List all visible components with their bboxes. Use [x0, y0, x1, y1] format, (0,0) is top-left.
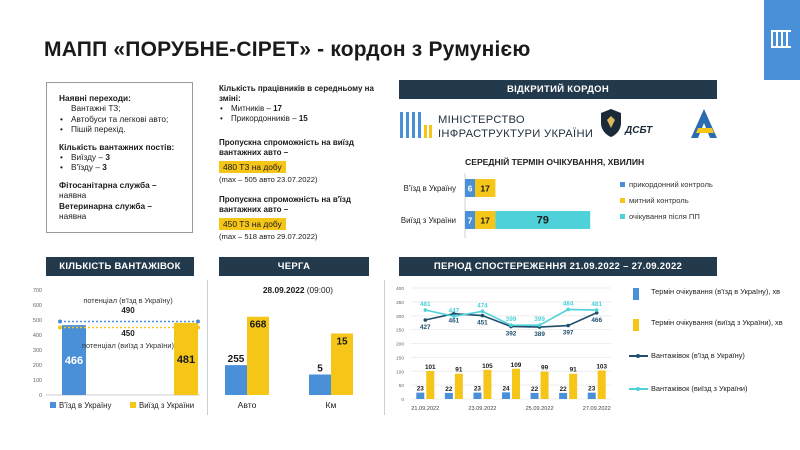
period-xtick-label: 23.09.2022	[468, 406, 497, 412]
period-line-label: 474	[477, 302, 488, 310]
period-xtick-label: 25.09.2022	[525, 406, 554, 412]
exit-capacity-max: (max – 505 авто 23.07.2022)	[219, 175, 318, 184]
staff-border-guards-label: Прикордонників –	[231, 114, 299, 123]
trucks-banner: КІЛЬКІСТЬ ВАНТАЖІВОК	[46, 257, 194, 276]
period-legend-label	[651, 351, 745, 360]
queue-category-label: Км	[325, 400, 337, 410]
trucks-ytick-label: 600	[32, 303, 42, 309]
staff-customs	[219, 104, 379, 114]
dsbt-logo-text: ДСБТ	[625, 125, 653, 136]
period-bar	[512, 369, 520, 399]
posts-entry-label: В'їзду –	[71, 162, 103, 173]
staff-capacity-column	[219, 84, 379, 249]
period-bar-label: 91	[455, 366, 463, 374]
wait-legend-label: прикордонний контроль	[629, 180, 713, 189]
potential-line-dot	[58, 320, 62, 324]
entry-capacity-value: 450 ТЗ на добу	[219, 218, 286, 230]
wait-time-chart	[398, 168, 718, 248]
period-ytick-label: 300	[396, 314, 404, 320]
queue-bar	[225, 365, 247, 395]
wait-time-title: СЕРЕДНІЙ ТЕРМІН ОЧІКУВАННЯ, ХВИЛИН	[465, 157, 645, 167]
period-line-point	[452, 315, 456, 319]
queue-bar-label: 5	[317, 363, 323, 375]
period-line-point	[509, 323, 513, 327]
period-legend	[629, 287, 783, 393]
vet-label: Ветеринарна служба –	[59, 200, 152, 211]
period-legend-label	[651, 384, 748, 393]
trucks-legend-label: В'їзд в Україну	[59, 401, 112, 410]
staff-border-guards	[219, 114, 379, 124]
period-bar	[541, 372, 549, 399]
period-bar	[426, 371, 434, 399]
period-bar	[588, 393, 596, 399]
queue-time: (09:00)	[306, 285, 334, 295]
brand-mark-icon	[771, 28, 793, 50]
period-bar	[455, 374, 463, 399]
period-bar	[531, 393, 539, 399]
period-bar-label: 24	[502, 385, 510, 393]
period-line-label: 447	[448, 307, 460, 315]
period-ytick-label: 150	[396, 356, 404, 362]
period-bar	[569, 374, 577, 399]
ministry-logo-icon	[400, 112, 434, 140]
crossings-info-box	[46, 82, 193, 233]
period-bar	[559, 393, 567, 399]
period-bar-label: 22	[531, 385, 539, 393]
period-line-point	[423, 308, 427, 312]
trucks-ytick-label: 400	[32, 333, 42, 339]
trucks-legend	[50, 401, 194, 410]
period-bar	[502, 392, 510, 399]
period-line-label: 397	[562, 329, 574, 337]
period-chart	[396, 282, 798, 417]
period-ytick-label: 50	[398, 384, 404, 390]
period-ytick-label: 250	[396, 328, 404, 334]
period-bar	[483, 370, 491, 399]
wait-bar-label: 7	[467, 215, 473, 226]
entry-capacity-max: (max – 518 авто 29.07.2022)	[219, 232, 318, 241]
period-ytick-label: 100	[396, 370, 404, 376]
posts-exit-value: 3	[105, 152, 110, 163]
wait-bar-label: 17	[480, 183, 490, 194]
crossing-item: • Пішій перехід.	[59, 124, 182, 134]
period-ytick-label: 400	[396, 287, 404, 292]
period-ytick-label: 350	[396, 300, 404, 306]
divider	[384, 280, 385, 415]
wait-bar-label: 6	[467, 183, 473, 194]
period-line-point	[481, 314, 485, 318]
period-ytick-label: 0	[401, 398, 404, 403]
posts-exit-label: Виїзду –	[71, 152, 106, 163]
period-bar-label: 23	[588, 385, 596, 393]
posts-entry-value: 3	[102, 162, 107, 173]
customs-logo-icon	[690, 108, 718, 140]
crossing-item: Вантажні ТЗ;	[71, 103, 121, 114]
brand-logo	[764, 0, 800, 80]
queue-bar	[309, 375, 331, 396]
trucks-ytick-label: 500	[32, 318, 42, 324]
period-line-point	[481, 310, 485, 314]
period-bar-label: 99	[541, 364, 549, 372]
period-legend-line: Вантажівок (виїзд з України)	[651, 384, 748, 393]
wait-legend-label: митний контроль	[629, 196, 689, 205]
staff-customs-label: Митників –	[231, 104, 274, 113]
trucks-legend-label: Виїзд з України	[139, 401, 195, 410]
wait-bar-label: 17	[480, 215, 490, 226]
period-line-point	[538, 323, 542, 327]
wait-legend-label: очікування після ПП	[629, 212, 700, 221]
ministry-line1: МІНІСТЕРСТВО	[438, 114, 525, 126]
crossing-item: • Автобуси та легкові авто;	[59, 114, 182, 124]
queue-banner: ЧЕРГА	[219, 257, 369, 276]
period-line-label: 481	[419, 301, 431, 309]
period-line-label: 451	[477, 319, 488, 327]
open-border-banner: ВІДКРИТИЙ КОРДОН	[399, 80, 717, 99]
period-line-point	[423, 318, 427, 322]
potential-line-dot	[196, 326, 200, 330]
period-line-point	[566, 324, 570, 328]
trucks-ytick-label: 100	[32, 378, 42, 384]
period-xtick-label: 27.09.2022	[582, 406, 611, 412]
posts-heading: Кількість вантажних постів:	[59, 141, 175, 152]
trucks-chart	[30, 280, 208, 420]
ministry-logo-text	[438, 113, 593, 141]
period-ytick-label: 200	[396, 342, 404, 348]
period-line-label: 461	[448, 317, 460, 325]
period-legend-line: Термін очікування (в'їзд в Україну), хв	[651, 287, 781, 296]
potential-line-dot	[58, 326, 62, 330]
page-title: МАПП «ПОРУБНЕ-СІРЕТ» - кордон з Румунією	[44, 38, 531, 61]
trucks-ytick-label: 200	[32, 363, 42, 369]
period-bar-label: 105	[482, 362, 493, 370]
potential-entry-label: потенціал (в'їзд в Україну)	[83, 296, 173, 305]
period-line-label: 484	[562, 300, 574, 308]
trucks-ytick-label: 300	[32, 348, 42, 354]
period-line-label: 399	[505, 316, 517, 324]
queue-bar-label: 15	[336, 336, 348, 348]
queue-bar-label: 255	[227, 354, 245, 366]
period-line-label: 389	[534, 331, 545, 339]
posts-exit	[59, 152, 182, 162]
period-bar-label: 22	[559, 385, 567, 393]
crossings-heading: Наявні переходи:	[59, 93, 131, 103]
period-bar	[416, 393, 424, 399]
period-bar-label: 103	[596, 363, 608, 371]
queue-bar-label: 668	[249, 319, 267, 331]
queue-category-label: Авто	[237, 400, 257, 410]
phyto-status: наявна	[59, 190, 87, 201]
staff-heading: Кількість працівників в середньому на зміні:	[219, 84, 374, 103]
wait-bar-label: 79	[536, 214, 549, 227]
period-bar-label: 23	[473, 385, 481, 393]
wait-category-label: В'їзд в Україну	[403, 184, 456, 193]
period-bar-label: 109	[510, 361, 522, 369]
wait-legend	[620, 180, 713, 221]
period-bar-label: 101	[424, 363, 436, 371]
potential-line-dot	[196, 320, 200, 324]
trucks-bar-label: 481	[176, 353, 196, 366]
period-line-label: 466	[591, 316, 603, 324]
period-xtick-label: 21.09.2022	[411, 406, 440, 412]
trucks-bar-label: 466	[64, 355, 84, 368]
period-bar	[445, 393, 453, 399]
period-bar-label: 91	[569, 366, 577, 374]
period-bar	[598, 370, 606, 399]
period-bar	[473, 393, 481, 399]
queue-date	[228, 285, 368, 295]
period-line-label: 399	[534, 316, 545, 324]
staff-border-guards-value: 15	[298, 114, 308, 123]
phyto-label: Фітосанітарна служба –	[59, 179, 157, 190]
staff-customs-value: 17	[273, 104, 283, 113]
potential-exit-label: потенціал (виїзд з України)	[82, 341, 174, 350]
wait-category-label: Виїзд з України	[400, 216, 456, 225]
period-line-label: 392	[505, 330, 517, 338]
vet-status: наявна	[59, 211, 87, 222]
dsbt-shield-icon	[600, 108, 622, 138]
entry-capacity-heading: Пропускна спроможність на в'їзд вантажних авто –	[219, 195, 351, 214]
trucks-ytick-label: 700	[32, 288, 42, 294]
period-legend-line: Вантажівок (в'їзд в Україну)	[651, 351, 745, 360]
period-line-label: 427	[419, 324, 431, 332]
queue-chart	[215, 295, 383, 420]
trucks-ytick-label: 0	[38, 393, 42, 399]
period-legend-label	[651, 318, 783, 327]
period-bar-label: 23	[416, 385, 424, 393]
period-legend-label	[651, 287, 780, 296]
ministry-line2: ІНФРАСТРУКТУРИ УКРАЇНИ	[438, 128, 594, 140]
potential-entry-value: 490	[121, 306, 135, 315]
exit-capacity-value: 480 ТЗ на добу	[219, 161, 286, 173]
posts-entry	[59, 162, 182, 172]
period-banner: ПЕРІОД СПОСТЕРЕЖЕННЯ 21.09.2022 – 27.09.2022	[399, 257, 717, 276]
period-legend-line: Термін очікування (виїзд з України), хв	[651, 318, 783, 327]
potential-exit-value: 450	[121, 329, 135, 338]
period-bar-label: 22	[445, 385, 453, 393]
queue-date-value: 28.09.2022	[262, 285, 305, 295]
period-line-label: 481	[591, 301, 603, 309]
exit-capacity-heading: Пропускна спроможність на виїзд вантажних авто –	[219, 138, 354, 157]
period-line-point	[566, 308, 570, 312]
period-line-point	[595, 308, 599, 312]
